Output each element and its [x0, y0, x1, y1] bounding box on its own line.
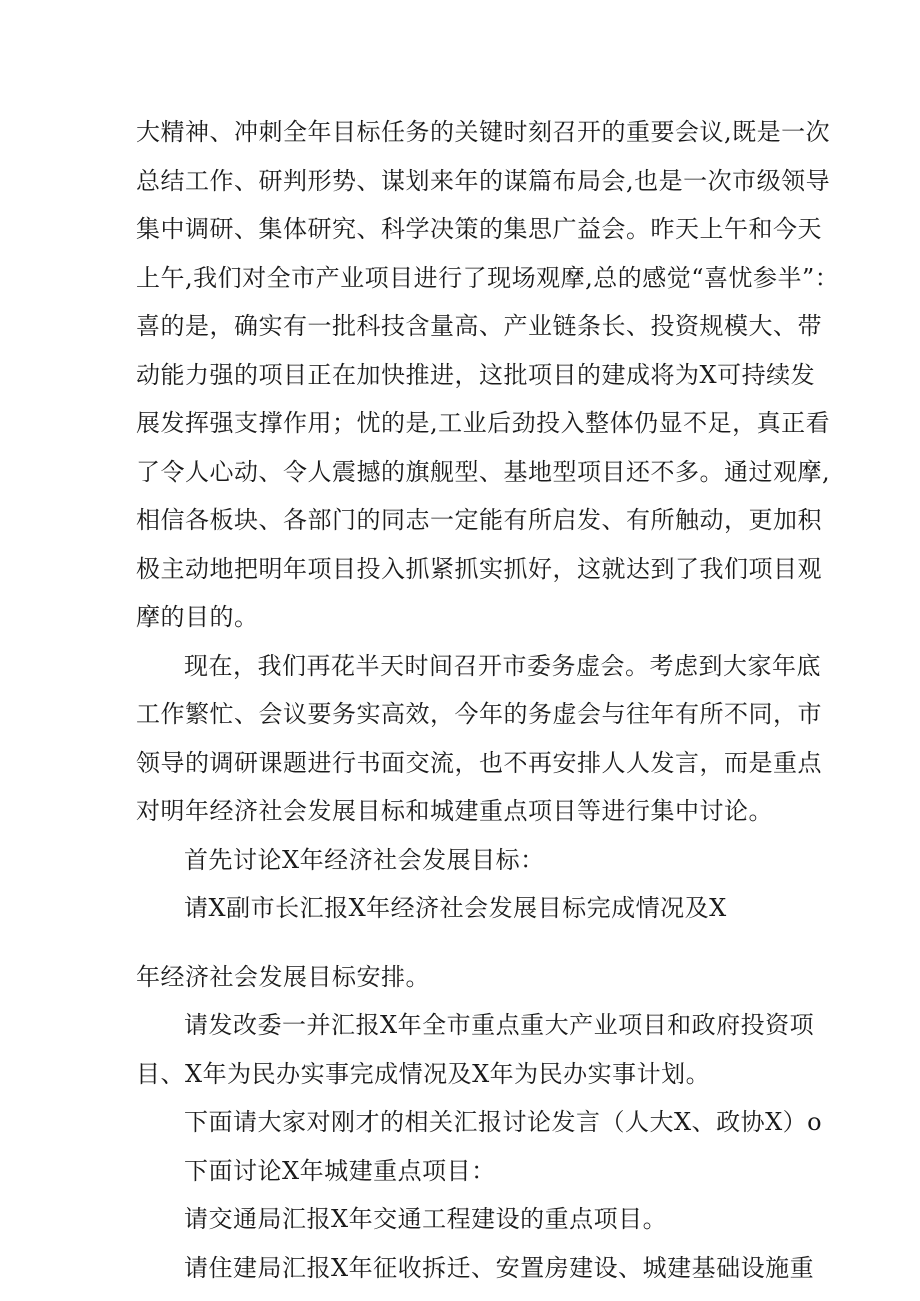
text-line: 摩的目的。: [136, 603, 259, 631]
agenda-vice-mayor-report: 请X副市长汇报X年经济社会发展目标完成情况及X: [184, 894, 727, 922]
text-line: 喜的是，确实有一批科技含量高、产业链条长、投资规模大、带: [136, 312, 822, 340]
text-line: 极主动地把明年项目投入抓紧抓实抓好，这就达到了我们项目观: [136, 554, 822, 583]
text-line: 领导的调研课题进行书面交流，也不再安排人人发言，而是重点: [136, 748, 822, 777]
text-line: 请发改委一并汇报X年全市重点重大产业项目和政府投资项: [184, 1011, 815, 1039]
text-line: 总结工作、研判形势、谋划来年的谋篇布局会,也是一次市级领导: [136, 166, 831, 195]
paragraph-ndrc-report: [136, 1001, 815, 1098]
agenda-discuss-urban: 下面讨论X年城建重点项目：: [184, 1156, 496, 1185]
text-line: 目、X年为民办实事完成情况及X年为民办实事计划。: [136, 1059, 711, 1088]
text-line: 现在，我们再花半天时间召开市委务虚会。考虑到大家年底: [184, 651, 821, 680]
paragraph-meeting-intro: [136, 108, 840, 642]
text-line: 对明年经济社会发展目标和城建重点项目等进行集中讨论。: [136, 797, 773, 825]
paragraph-meeting-format: [136, 642, 822, 836]
document-body: [136, 108, 840, 1292]
text-line: 了令人心动、令人震撼的旗舰型、基地型项目还不多。通过观摩,: [136, 457, 831, 486]
text-line: 展发挥强支撑作用；忧的是,工业后劲投入整体仍显不足，真正看: [136, 409, 831, 437]
agenda-transport-report: 请交通局汇报X年交通工程建设的重点项目。: [184, 1205, 668, 1233]
spacer: [136, 933, 796, 953]
text-line: 集中调研、集体研究、科学决策的集思广益会。昨天上午和今天: [136, 215, 822, 243]
text-line: 动能力强的项目正在加快推进，这批项目的建成将为X可持续发: [136, 360, 816, 389]
agenda-discuss-goals: 首先讨论X年经济社会发展目标：: [184, 845, 545, 874]
text-line: 上午,我们对全市产业项目进行了现场观摩,总的感觉“喜忧参半”：: [136, 263, 840, 292]
agenda-discussion-speech: 下面请大家对刚才的相关汇报讨论发言（人大X、政协X）o: [184, 1108, 823, 1136]
text-line: 工作繁忙、会议要务实高效，今年的务虚会与往年有所不同，市: [136, 700, 822, 728]
agenda-goal-arrangement: 年经济社会发展目标安排。: [136, 962, 430, 991]
agenda-housing-report: 请住建局汇报X年征收拆迁、安置房建设、城建基础设施重: [184, 1253, 815, 1282]
text-line: 相信各板块、各部门的同志一定能有所启发、有所触动，更加积: [136, 506, 822, 534]
text-line: 大精神、冲刺全年目标任务的关键时刻召开的重要会议,既是一次: [136, 118, 831, 146]
